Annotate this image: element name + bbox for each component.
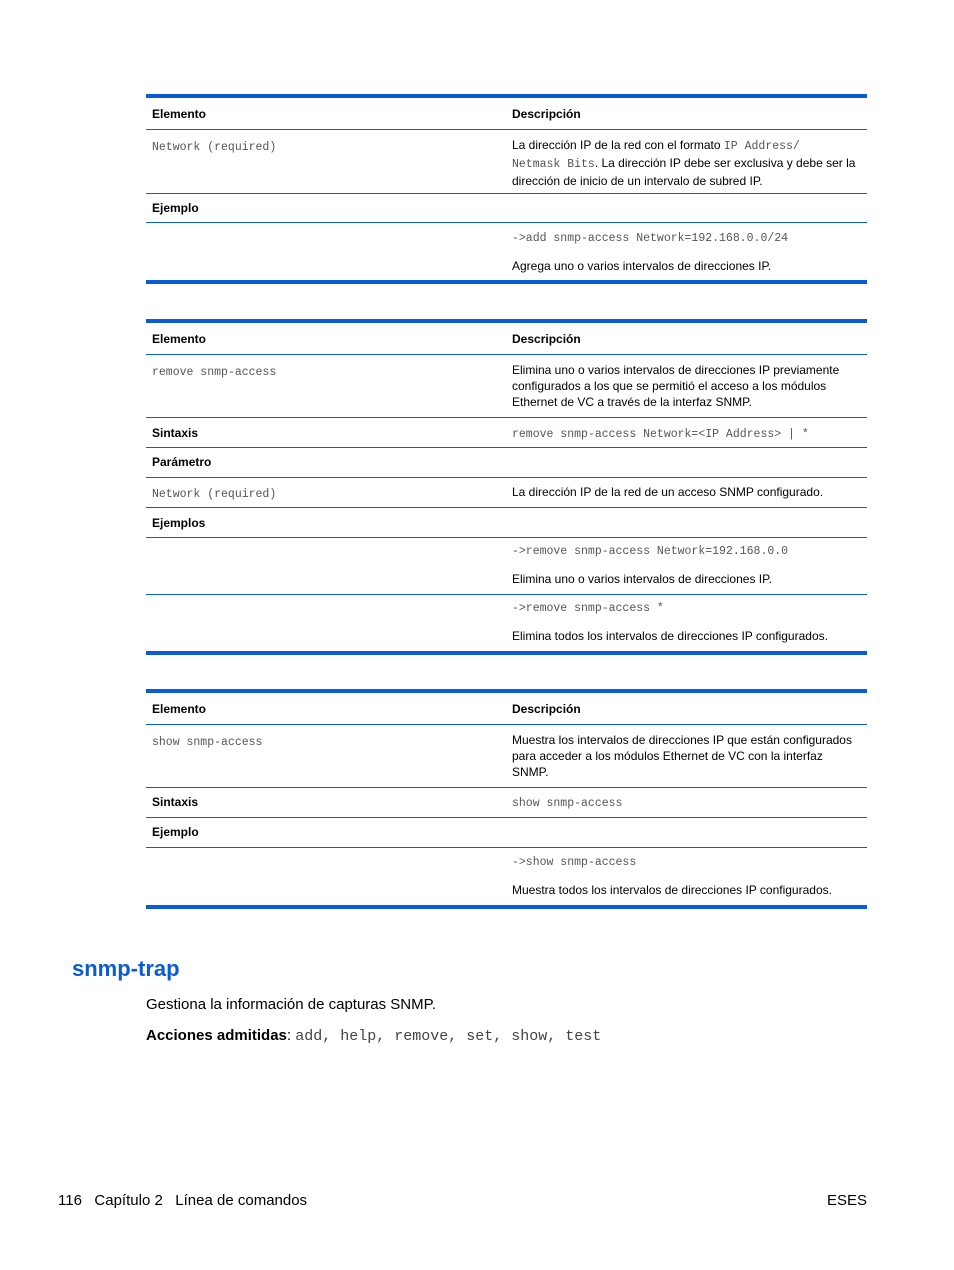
footer-locale: ESES	[826, 1192, 867, 1209]
element-code: Network (required)	[152, 140, 277, 154]
table-row	[146, 477, 867, 507]
element-description: La dirección IP de la red con el formato	[512, 137, 724, 152]
table-show-snmp-access	[146, 689, 867, 909]
section-title: snmp-trap	[72, 956, 180, 981]
example-label: Ejemplo	[146, 817, 506, 847]
supported-actions: Acciones admitidas: add, help, remove, set, show, test	[146, 1027, 602, 1045]
table-row: Network (required) La dirección IP de la red con el formato IP Address/ Netmask Bits. La dirección IP debe ser exclusiva y debe ser la dirección de inicio de un intervalo de subred IP.	[146, 129, 867, 193]
table-row	[146, 417, 867, 447]
example-code: ->show snmp-access	[512, 855, 637, 869]
table-row	[146, 787, 867, 817]
table-row	[146, 594, 867, 653]
syntax-code: show snmp-access	[512, 796, 623, 810]
header-description: Descripción	[506, 321, 867, 354]
example-code: ->remove snmp-access Network=192.168.0.0	[512, 544, 789, 558]
table-remove-snmp-access	[146, 319, 867, 655]
parameter-description: La dirección IP de la red de un acceso SNMP configurado.	[506, 477, 867, 507]
element-description: Elimina uno o varios intervalos de direcciones IP previamente configurados a los que se permitió el acceso a los módulos Ethernet de VC a través de la interfaz SNMP.	[506, 354, 867, 417]
element-code: show snmp-access	[152, 735, 263, 749]
actions-list: add, help, remove, set, show, test	[295, 1028, 602, 1045]
table-row	[146, 724, 867, 787]
header-description: Descripción	[506, 96, 867, 129]
element-description: Muestra los intervalos de direcciones IP que están configurados para acceder a los módulos Ethernet de VC con la interfaz SNMP.	[506, 724, 867, 787]
syntax-label: Sintaxis	[146, 417, 506, 447]
element-code: remove snmp-access	[152, 365, 277, 379]
section-description: Gestiona la información de capturas SNMP.	[146, 996, 436, 1013]
table-header	[146, 96, 867, 129]
header-description: Descripción	[506, 691, 867, 724]
table-row	[146, 847, 867, 907]
table-row	[146, 447, 867, 477]
example-label: Ejemplo	[146, 193, 506, 222]
table-header	[146, 691, 867, 724]
header-element: Elemento	[146, 321, 506, 354]
example-description: Agrega uno o varios intervalos de direcciones IP.	[512, 258, 772, 273]
parameter-label: Parámetro	[146, 447, 506, 477]
example-description: Elimina todos los intervalos de direcciones IP configurados.	[512, 628, 828, 643]
example-code: ->add snmp-access Network=192.168.0.0/24	[512, 231, 789, 245]
actions-label: Acciones admitidas	[146, 1027, 287, 1044]
example-description: Elimina uno o varios intervalos de direcciones IP.	[512, 571, 772, 586]
table-row	[146, 817, 867, 847]
header-element: Elemento	[146, 96, 506, 129]
example-code: ->remove snmp-access *	[512, 601, 664, 615]
syntax-label: Sintaxis	[146, 787, 506, 817]
table-row	[146, 222, 867, 282]
table-row	[146, 354, 867, 417]
footer-page-info: 116 Capítulo 2 Línea de comandos	[58, 1192, 308, 1209]
table-header	[146, 321, 867, 354]
table-add-snmp-access	[146, 94, 867, 284]
examples-label: Ejemplos	[146, 507, 506, 537]
table-row	[146, 537, 867, 594]
header-element: Elemento	[146, 691, 506, 724]
table-row	[146, 507, 867, 537]
parameter-code: Network (required)	[152, 487, 277, 501]
example-description: Muestra todos los intervalos de direcciones IP configurados.	[512, 882, 832, 897]
table-row	[146, 193, 867, 222]
syntax-code: remove snmp-access Network=<IP Address> | *	[512, 427, 809, 441]
